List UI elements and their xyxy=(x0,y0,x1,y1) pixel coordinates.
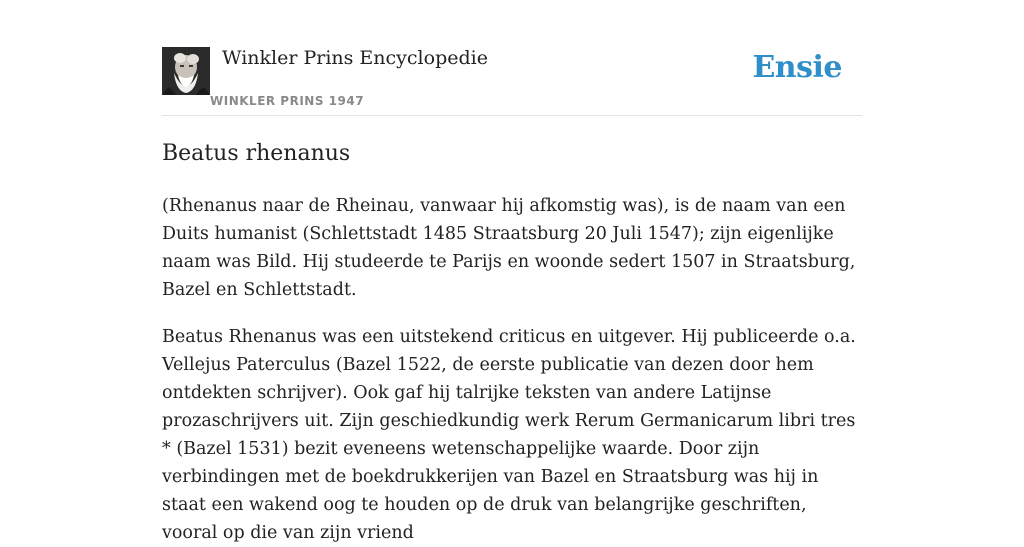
bearded-man-portrait-icon xyxy=(162,47,210,95)
edition-label[interactable]: WINKLER PRINS 1947 xyxy=(210,94,365,108)
brand-logo[interactable]: Ensie xyxy=(752,50,842,85)
article-paragraph: Beatus Rhenanus was een uitstekend criticus en uitgever. Hij publiceerde o.a. Vellejus Paterculus (Bazel 1522, de eerste publicatie van dezen door hem ontdekten schrijver). Ook gaf hij talrijke teksten van andere Latijnse prozaschrijvers uit. Zijn geschiedkundig werk Rerum Germanicarum libri tres * (Bazel 1531) bezit eveneens wetenschappelijke waarde. Door zijn verbindingen met de boekdrukkerijen van Bazel en Straatsburg was hij in staat een wakend oog te houden op de druk van belangrijke geschriften, vooral op die van zijn vriend xyxy=(162,327,856,543)
article-paragraph: (Rhenanus naar de Rheinau, vanwaar hij afkomstig was), is de naam van een Duits humanist (Schlettstadt 1485 Straatsburg 20 Juli 1547); zijn eigenlijke naam was Bild. Hij studeerde te Parijs en woonde sedert 1507 in Straatsburg, Bazel en Schlettstadt. xyxy=(162,196,856,300)
page-container xyxy=(162,0,862,543)
site-header xyxy=(162,0,862,116)
avatar[interactable] xyxy=(162,47,210,95)
site-name[interactable]: Winkler Prins Encyclopedie xyxy=(222,47,488,69)
article-title: Beatus rhenanus xyxy=(162,141,351,166)
